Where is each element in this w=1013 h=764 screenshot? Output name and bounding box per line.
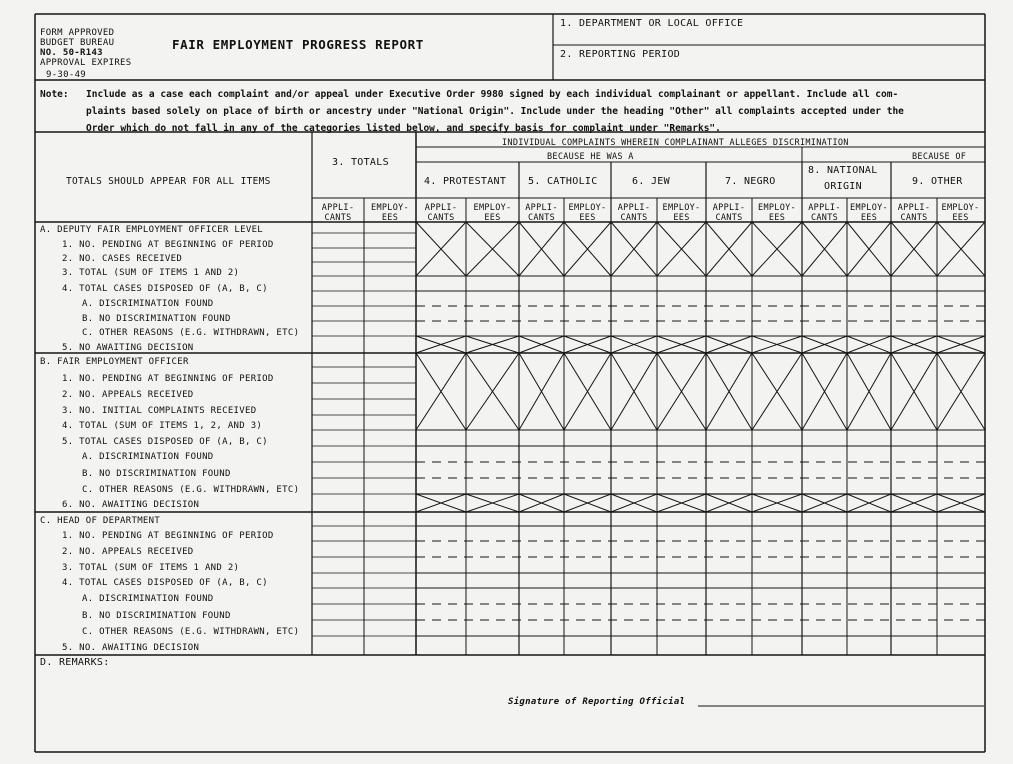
- group-catholic: 5. CATHOLIC: [528, 176, 598, 187]
- form-approved-line-5: 9-30-49: [46, 70, 87, 80]
- employees-subheader: EMPLOY-: [662, 203, 701, 213]
- signature-label: Signature of Reporting Official: [508, 697, 686, 707]
- group-protestant: 4. PROTESTANT: [424, 176, 507, 187]
- applicants-subheader: CANTS: [810, 213, 839, 223]
- section-b-item: 3. NO. INITIAL COMPLAINTS RECEIVED: [62, 406, 257, 416]
- employees-subheader: EES: [381, 213, 399, 223]
- note-lead: Note:: [40, 89, 69, 100]
- section-c-item: 2. NO. APPEALS RECEIVED: [62, 547, 194, 557]
- form-approved-line-2: BUDGET BUREAU: [40, 38, 115, 48]
- employees-subheader: EMPLOY-: [850, 203, 888, 213]
- employees-subheader: EMPLOY-: [568, 203, 607, 213]
- section-a-item: 2. NO. CASES RECEIVED: [62, 254, 183, 264]
- section-b-item: C. OTHER REASONS (E.G. WITHDRAWN, ETC): [82, 485, 300, 495]
- section-b-item: 6. NO. AWAITING DECISION: [62, 500, 200, 510]
- employees-subheader: EES: [768, 213, 786, 223]
- note-line-1: Include as a case each complaint and/or appeal under Executive Order 9980 signed by each individual complainant or appellant. Include all com-: [86, 89, 899, 100]
- individual-complaints-header: INDIVIDUAL COMPLAINTS WHEREIN COMPLAINANT ALLEGES DISCRIMINATION: [502, 138, 849, 148]
- totals-header: 3. TOTALS: [332, 157, 389, 168]
- employees-subheader: EES: [673, 213, 690, 223]
- section-a-item: 3. TOTAL (SUM OF ITEMS 1 AND 2): [62, 268, 240, 278]
- section-a-item: 4. TOTAL CASES DISPOSED OF (A, B, C): [62, 284, 268, 294]
- employees-subheader: EES: [484, 213, 501, 223]
- section-c-item: C. OTHER REASONS (E.G. WITHDRAWN, ETC): [82, 627, 300, 637]
- applicants-subheader: APPLI-: [712, 203, 746, 213]
- note-line-2: plaints based solely on place of birth or ancestry under "National Origin". Include under the heading "Other" all complaints accepted under the: [86, 106, 904, 117]
- group-negro: 7. NEGRO: [725, 176, 776, 187]
- reporting-period-label: 2. REPORTING PERIOD: [560, 49, 681, 60]
- section-a-item: B. NO DISCRIMINATION FOUND: [82, 314, 231, 324]
- section-a-item: 5. NO AWAITING DECISION: [62, 343, 194, 353]
- section-b-item: A. DISCRIMINATION FOUND: [82, 452, 214, 462]
- applicants-subheader: APPLI-: [321, 203, 355, 213]
- section-c-item: 5. NO. AWAITING DECISION: [62, 643, 200, 653]
- applicants-subheader: CANTS: [620, 213, 648, 223]
- section-a-item: A. DISCRIMINATION FOUND: [82, 299, 214, 309]
- form-title: FAIR EMPLOYMENT PROGRESS REPORT: [172, 37, 424, 52]
- applicants-subheader: APPLI-: [424, 203, 458, 213]
- applicants-subheader: CANTS: [427, 213, 455, 223]
- section-b-item: 4. TOTAL (SUM OF ITEMS 1, 2, AND 3): [62, 421, 263, 431]
- form-approved-line-1: FORM APPROVED: [40, 28, 115, 38]
- section-c-item: A. DISCRIMINATION FOUND: [82, 594, 214, 604]
- because-of-header: BECAUSE OF: [912, 152, 967, 162]
- group-national-origin: 8. NATIONAL: [808, 165, 878, 176]
- employees-subheader: EMPLOY-: [371, 203, 409, 213]
- applicants-subheader: CANTS: [715, 213, 743, 223]
- section-b-item: 1. NO. PENDING AT BEGINNING OF PERIOD: [62, 374, 274, 384]
- employees-subheader: EMPLOY-: [473, 203, 512, 213]
- section-c-title: C. HEAD OF DEPARTMENT: [40, 516, 161, 526]
- group-national-origin-line2: ORIGIN: [824, 181, 862, 192]
- applicants-subheader: CANTS: [900, 213, 928, 223]
- group-jew: 6. JEW: [632, 176, 670, 187]
- employees-subheader: EMPLOY-: [941, 203, 980, 213]
- department-label: 1. DEPARTMENT OR LOCAL OFFICE: [560, 18, 744, 29]
- section-c-item: 3. TOTAL (SUM OF ITEMS 1 AND 2): [62, 563, 240, 573]
- section-c-item: B. NO DISCRIMINATION FOUND: [82, 611, 231, 621]
- section-a-title: A. DEPUTY FAIR EMPLOYMENT OFFICER LEVEL: [40, 225, 264, 235]
- note-line-3: Order which do not fall in any of the categories listed below, and specify basis for complaint under "Remarks".: [86, 123, 721, 134]
- applicants-subheader: APPLI-: [808, 203, 841, 213]
- applicants-subheader: CANTS: [324, 213, 352, 223]
- section-b-item: B. NO DISCRIMINATION FOUND: [82, 469, 231, 479]
- left-caption: TOTALS SHOULD APPEAR FOR ALL ITEMS: [66, 176, 271, 187]
- employees-subheader: EMPLOY-: [758, 203, 796, 213]
- remarks-label: D. REMARKS:: [40, 657, 110, 668]
- applicants-subheader: APPLI-: [617, 203, 651, 213]
- form-approved-line-3: NO. 50-R143: [40, 48, 103, 58]
- section-a-item: 1. NO. PENDING AT BEGINNING OF PERIOD: [62, 240, 274, 250]
- applicants-subheader: APPLI-: [897, 203, 931, 213]
- because-he-was-a-header: BECAUSE HE WAS A: [547, 152, 634, 162]
- instructions-note: [40, 86, 980, 137]
- applicants-subheader: CANTS: [527, 213, 556, 223]
- section-c-item: 1. NO. PENDING AT BEGINNING OF PERIOD: [62, 531, 274, 541]
- section-b-item: 5. TOTAL CASES DISPOSED OF (A, B, C): [62, 437, 268, 447]
- section-c-item: 4. TOTAL CASES DISPOSED OF (A, B, C): [62, 578, 268, 588]
- employees-subheader: EES: [860, 213, 878, 223]
- applicants-subheader: APPLI-: [525, 203, 558, 213]
- form-approved-line-4: APPROVAL EXPIRES: [40, 58, 132, 68]
- employees-subheader: EES: [952, 213, 969, 223]
- section-a-item: C. OTHER REASONS (E.G. WITHDRAWN, ETC): [82, 328, 300, 338]
- section-b-item: 2. NO. APPEALS RECEIVED: [62, 390, 194, 400]
- employees-subheader: EES: [579, 213, 596, 223]
- group-other: 9. OTHER: [912, 176, 963, 187]
- section-b-title: B. FAIR EMPLOYMENT OFFICER: [40, 357, 189, 367]
